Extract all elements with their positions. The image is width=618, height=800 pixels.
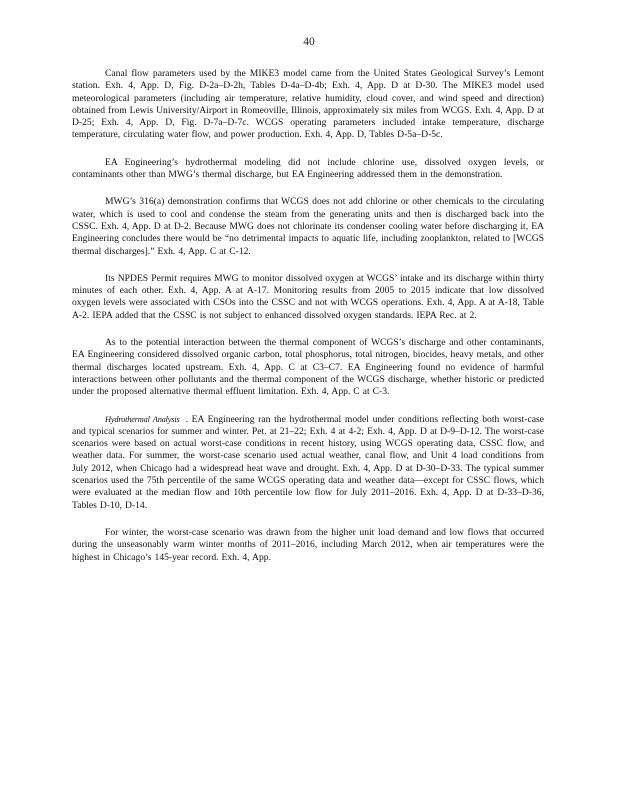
- page-number: 40: [303, 36, 315, 48]
- hydrothermal-analysis-heading: Hydrothermal Analysis: [105, 414, 180, 424]
- paragraph-chlorine: EA Engineering’s hydrothermal modeling did not include chlorine use, dissolved oxygen levels, or contaminants other than MWG’s thermal discharge, but EA Engineering addressed them in the demonstration.: [72, 156, 544, 181]
- body-text: [72, 68, 544, 564]
- paragraph-hydrothermal-analysis: [72, 414, 544, 512]
- paragraph-canal-flow: Canal flow parameters used by the MIKE3 model came from the United States Geological Survey’s Lemont station. Exh. 4, App. D, Fig. D-2a–D-2h, Tables D-4a–D-4b; Exh. 4, App. D at D-30. The MIKE3 model used meteorological parameters (including air temperature, relative humidity, cloud cover, and wind speed and direction) obtained from Lewis University/Airport in Romeoville, Illinois, approximately six miles from WCGS. Exh. 4, App. D at D-25; Exh. 4, App. D, Fig. D-7a–D-7c. WCGS operating parameters included intake temperature, discharge temperature, circulating water flow, and power production. Exh. 4, App. D, Tables D-5a–D-5c.: [72, 68, 544, 141]
- paragraph-winter-scenario: For winter, the worst-case scenario was drawn from the higher unit load demand and low flows that occurred during the unseasonably warm winter months of 2011–2016, including March 2012, when air temperatures were the highest in Chicago’s 145-year record. Exh. 4, App.: [72, 526, 544, 563]
- paragraph-contaminant-interaction: As to the potential interaction between the thermal component of WCGS’s discharge and other contaminants, EA Engineering considered dissolved organic carbon, total phosphorus, total nitrogen, biocides, heavy metals, and other thermal discharges located upstream. Exh. 4, App. C at C3–C7. EA Engineering found no evidence of harmful interactions between other pollutants and the thermal component of the WCGS discharge, whether historic or predicted under the proposed alternative thermal effluent limitation. Exh. 4, App. C at C-3.: [72, 337, 544, 398]
- paragraph-316a-demonstration: MWG’s 316(a) demonstration confirms that WCGS does not add chlorine or other chemicals to the circulating water, which is used to cool and condense the steam from the generating units and then is discharged back into the CSSC. Exh. 4, App. D at D-2. Because MWG does not chlorinate its condenser cooling water before discharging it, EA Engineering concludes there would be “no detrimental impacts to aquatic life, including zooplankton, related to [WCGS thermal discharges].” Exh. 4, App. C at C-12.: [72, 196, 544, 257]
- paragraph-npdes-permit: Its NPDES Permit requires MWG to monitor dissolved oxygen at WCGS’ intake and its discharge within thirty minutes of each other. Exh. 4, App. A at A-17. Monitoring results from 2005 to 2015 indicate that low dissolved oxygen levels were associated with CSOs into the CSSC and not with WCGS operations. Exh. 4, App. A at A-18, Table A-2. IEPA added that the CSSC is not subject to enhanced dissolved oxygen standards. IEPA Rec. at 2.: [72, 272, 544, 321]
- hydrothermal-analysis-text: . EA Engineering ran the hydrothermal model under conditions reflecting both worst-case and typical scenarios for summer and winter. Pet. at 21–22; Exh. 4 at 4-2; Exh. 4, App. D at D-9–D-12. The worst-case scenarios were based on actual worst-case conditions in recent history, using WCGS operating data, CSSC flow, and weather data. For summer, the worst-case scenario used actual weather, canal flow, and Unit 4 load conditions from July 2012, when Chicago had a widespread heat wave and drought. Exh. 4, App. D at D-30–D-33. The typical summer scenarios used the 75th percentile of the same WCGS operating data and weather data—except for CSSC flows, which were evaluated at the median flow and 10th percentile low flow for July 2011–2016. Exh. 4, App. D at D-33–D-36, Tables D-10, D-14.: [72, 413, 544, 511]
